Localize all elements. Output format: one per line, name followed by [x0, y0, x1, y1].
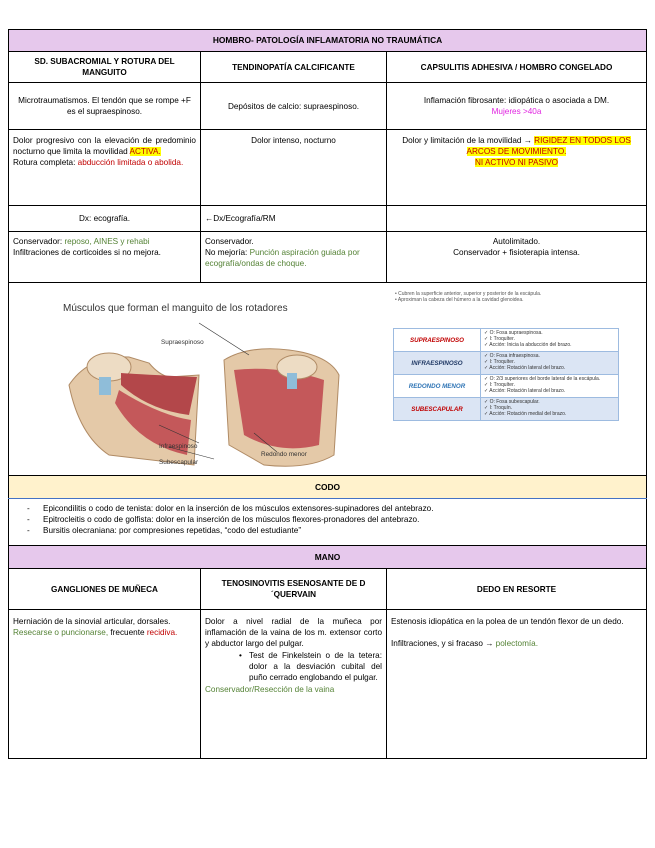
etiologia-calcificante: Depósitos de calcio: supraespinoso.	[201, 83, 387, 130]
dx-row	[9, 206, 647, 232]
muscle-info-table	[393, 328, 619, 421]
label-infraespinoso: Infraespinoso	[159, 443, 198, 450]
header-capsulitis: CAPSULITIS ADHESIVA / HOMBRO CONGELADO	[387, 52, 647, 83]
muscle-row-supraespinoso	[394, 329, 618, 351]
label-redondo-menor: Redondo menor	[261, 451, 307, 458]
header-subacromial: SD. SUBACROMIAL Y ROTURA DEL MANGUITO	[9, 52, 201, 83]
clinica-sub-rot-label: Rotura completa:	[13, 158, 76, 167]
trat-sub-green: reposo, AINES y rehabi	[64, 237, 150, 246]
hombro-section-header	[9, 30, 647, 52]
codo-item-epitrocleitis: - Epitrocleitis o codo de golfista: dolor en la inserción de los músculos flexores-pronadores del antebrazo.	[27, 514, 642, 525]
mano-title: MANO	[9, 546, 647, 569]
muscle-desc: ✓ O: 2/3 superiores del borde lateral de la escápula. ✓ I: Troquíter. ✓ Acción: Rotación lateral del brazo.	[484, 376, 601, 395]
muscle-desc: ✓ O: Fosa subescapular. ✓ I: Troquín. ✓ Acción: Rotación medial del brazo.	[484, 399, 567, 418]
clinica-cap-text: Dolor y limitación de la movilidad →	[402, 136, 532, 145]
trat-cap-l1: Autolimitado.	[492, 237, 541, 246]
codo-content	[9, 499, 647, 546]
note-1: • Cubren la superficie anterior, superior y posterior de la escápula.	[395, 291, 542, 297]
label-supraespinoso: Supraespinoso	[161, 339, 204, 346]
muscle-row-redondo-menor	[394, 374, 618, 397]
etiologia-row	[9, 83, 647, 130]
label-subescapular: Subescapular	[159, 459, 199, 466]
quervain-test: • Test de Finkelstein o de la tetera: dolor a la desviación cubital del puño cerrado englobando el pulgar.	[239, 650, 382, 683]
clinica-sub-active: ACTIVA.	[129, 147, 161, 156]
muscle-row-infraespinoso	[394, 351, 618, 374]
tratamiento-subacromial	[9, 232, 201, 283]
header-resorte: DEDO EN RESORTE	[387, 569, 647, 610]
muscle-row-subescapular	[394, 397, 618, 420]
document-page	[8, 29, 646, 759]
ganglion-freq: frecuente	[110, 628, 145, 637]
resorte-green: polectomía.	[495, 639, 538, 648]
clinica-sub-rot-red: abducción limitada o abolida.	[77, 158, 184, 167]
clinica-calcificante: Dolor intenso, nocturno	[201, 130, 387, 206]
dx-capsulitis	[387, 206, 647, 232]
resorte-l1: Estenosis idiopática en la polea de un tendón flexor de un dedo.	[391, 617, 624, 626]
clinica-sub-text: Dolor progresivo con la elevación de predominio nocturno que limita la movilidad	[13, 136, 196, 156]
dx-calcificante: ←Dx/Ecografía/RM	[201, 206, 387, 232]
quervain-green: Conservador/Resección de la vaina	[205, 685, 335, 694]
muscle-name: SUBESCAPULAR	[394, 398, 481, 420]
tendon-right	[287, 373, 297, 389]
summary-table	[8, 29, 647, 759]
tratamiento-capsulitis	[387, 232, 647, 283]
codo-item-epicondilitis: - Epicondilitis o codo de tenista: dolor en la inserción de los músculos extensores-supinadores del antebrazo.	[27, 503, 642, 514]
clinica-capsulitis	[387, 130, 647, 206]
muscle-name: SUPRAESPINOSO	[394, 329, 481, 351]
figure-title: Músculos que forman el manguito de los rotadores	[63, 303, 288, 314]
trat-cal-green: Punción aspiración guiada por ecografía/ondas de choque.	[205, 248, 360, 268]
subscapularis-muscle	[234, 369, 324, 449]
clinica-subacromial	[9, 130, 201, 206]
trat-cap-l2: Conservador + fisioterapia intensa.	[453, 248, 580, 257]
muscle-name: REDONDO MENOR	[394, 375, 481, 397]
tratamiento-row	[9, 232, 647, 283]
ganglion-green: Resecarse o puncionarse,	[13, 628, 109, 637]
codo-item-bursitis: - Bursitis olecraniana: por compresiones repetidas, “codo del estudiante”	[27, 525, 642, 536]
header-calcificante: TENDINOPATÍA CALCIFICANTE	[201, 52, 387, 83]
mano-section-header	[9, 546, 647, 569]
clinica-cap-hl1: RIGIDEZ EN TODOS LOS ARCOS DE MOVIMIENTO.	[466, 136, 631, 156]
muscle-desc: ✓ O: Fosa supraespinosa. ✓ I: Troquíter. ✓ Acción: Inicia la abducción del brazo.	[484, 330, 572, 349]
gangliones-content	[9, 610, 201, 759]
trat-cal-label: No mejoría:	[205, 248, 248, 257]
etiologia-capsulitis-women: Mujeres >40a	[491, 107, 542, 116]
muscle-name: INFRAESPINOSO	[394, 352, 481, 374]
label-line-supra	[199, 323, 249, 355]
quervain-content	[201, 610, 387, 759]
header-quervain: TENOSINOVITIS ESENOSANTE DE D´QUERVAIN	[201, 569, 387, 610]
mano-column-headers	[9, 569, 647, 610]
hombro-title: HOMBRO- PATOLOGÍA INFLAMATORIA NO TRAUMÁTICA	[9, 30, 647, 52]
clinica-row	[9, 130, 647, 206]
codo-row	[9, 499, 647, 546]
resorte-l2: Infiltraciones, y si fracaso →	[391, 639, 494, 648]
figure-row	[9, 283, 647, 476]
codo-list	[13, 503, 642, 536]
codo-title: CODO	[9, 476, 647, 499]
quervain-l1: Dolor a nivel radial de la muñeca por inflamación de la vaina de los m. extensor corto y abductor largo del pulgar.	[205, 617, 382, 648]
trat-cal-l1: Conservador.	[205, 237, 254, 246]
trat-sub-label: Conservador:	[13, 237, 63, 246]
muscle-desc: ✓ O: Fosa infraespinosa. ✓ I: Troquíter. ✓ Acción: Rotación lateral del brazo.	[484, 353, 566, 372]
ganglion-red: recidiva.	[146, 628, 178, 637]
etiologia-subacromial: Microtraumatismos. El tendón que se rompe +F es el supraespinoso.	[9, 83, 201, 130]
ganglion-l1: Herniación de la sinovial articular, dorsales.	[13, 617, 171, 626]
dx-subacromial: Dx: ecografía.	[9, 206, 201, 232]
resorte-content	[387, 610, 647, 759]
rotator-cuff-figure	[9, 283, 647, 476]
etiologia-capsulitis	[387, 83, 647, 130]
codo-section-header	[9, 476, 647, 499]
shoulder-anatomy-illustration	[49, 315, 369, 476]
note-2: • Aproximan la cabeza del húmero a la cavidad glenoidea.	[395, 297, 524, 304]
mano-content-row	[9, 610, 647, 759]
hombro-column-headers	[9, 52, 647, 83]
trat-sub-infiltraciones: Infiltraciones de corticoides si no mejora.	[13, 248, 161, 257]
clinica-cap-hl2: NI ACTIVO NI PASIVO	[474, 158, 559, 167]
figure-notes	[395, 291, 635, 304]
tratamiento-calcificante	[201, 232, 387, 283]
tendon-left	[99, 377, 111, 395]
header-gangliones: GANGLIONES DE MUÑECA	[9, 569, 201, 610]
etiologia-capsulitis-text: Inflamación fibrosante: idiopática o asociada a DM.	[423, 96, 610, 105]
quervain-test-list	[205, 650, 382, 683]
